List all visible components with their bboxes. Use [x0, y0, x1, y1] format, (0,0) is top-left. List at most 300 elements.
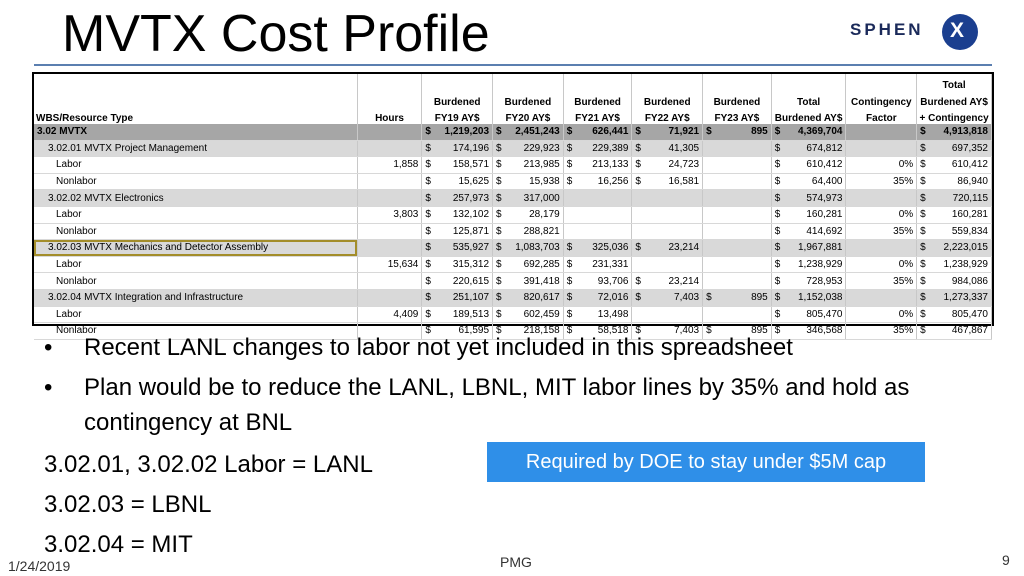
- fy21-cell: [563, 273, 632, 290]
- bullet-item: [44, 370, 964, 440]
- amount-value: 72,016: [597, 292, 629, 304]
- currency-symbol: $: [425, 259, 431, 271]
- contingency-cell: 35%: [846, 223, 917, 240]
- assignment-line: 3.02.04 = MIT: [44, 531, 193, 558]
- amount-value: 1,083,703: [515, 242, 560, 254]
- hours-cell: 3,803: [357, 206, 422, 223]
- total-cell: [771, 140, 846, 157]
- contingency-cell: 35%: [846, 273, 917, 290]
- fy19-cell: [422, 289, 493, 306]
- currency-symbol: $: [920, 126, 926, 138]
- currency-symbol: $: [635, 176, 641, 188]
- currency-symbol: $: [774, 159, 781, 171]
- currency-symbol: $: [425, 176, 431, 188]
- amount-value: 805,470: [951, 308, 988, 320]
- hours-cell: [357, 140, 422, 157]
- row-label: Labor: [34, 157, 357, 174]
- fy19-cell: [422, 124, 493, 140]
- currency-symbol: $: [425, 142, 431, 154]
- currency-symbol: $: [425, 275, 431, 287]
- amount-value: 2,451,243: [515, 126, 560, 138]
- fy21-cell: [563, 140, 632, 157]
- total-contingency-cell: [917, 157, 992, 174]
- fy23-cell: [703, 240, 772, 257]
- amount-value: 692,285: [523, 259, 560, 271]
- total-contingency-cell: [917, 223, 992, 240]
- fy21-cell: [563, 256, 632, 273]
- amount-value: 317,000: [523, 192, 560, 204]
- contingency-cell: 0%: [846, 256, 917, 273]
- fy19-cell: [422, 256, 493, 273]
- currency-symbol: $: [425, 209, 431, 221]
- currency-symbol: $: [774, 308, 781, 320]
- row-label: Nonlabor: [34, 273, 357, 290]
- total-cell: [771, 256, 846, 273]
- total-contingency-cell: [917, 306, 992, 323]
- bullet-dot: •: [44, 374, 53, 401]
- amount-value: 189,513: [452, 308, 490, 320]
- total-cell: [771, 240, 846, 257]
- amount-value: 984,086: [951, 275, 988, 287]
- currency-symbol: $: [566, 126, 573, 138]
- fy22-cell: [632, 157, 703, 174]
- fy20-cell: [493, 289, 564, 306]
- currency-symbol: $: [566, 308, 573, 320]
- amount-value: 610,412: [806, 159, 843, 171]
- amount-value: 229,389: [592, 142, 629, 154]
- table-row: [34, 140, 992, 157]
- amount-value: 132,102: [452, 209, 490, 221]
- total-cell: [771, 124, 846, 140]
- currency-symbol: $: [920, 142, 926, 154]
- currency-symbol: $: [566, 325, 573, 337]
- fy20-cell: [493, 223, 564, 240]
- total-contingency-cell: [917, 140, 992, 157]
- currency-symbol: $: [774, 292, 781, 304]
- contingency-cell: 0%: [846, 306, 917, 323]
- assignment-line: 3.02.01, 3.02.02 Labor = LANL: [44, 451, 373, 478]
- currency-symbol: $: [920, 308, 926, 320]
- amount-value: 414,692: [806, 225, 843, 237]
- table-row: [34, 273, 992, 290]
- amount-value: 229,923: [523, 142, 560, 154]
- amount-value: 728,953: [806, 275, 843, 287]
- amount-value: 574,973: [806, 192, 843, 204]
- cost-table: [34, 74, 992, 340]
- page-number: 9: [1002, 552, 1010, 568]
- total-cell: [771, 206, 846, 223]
- header-total-cont-1: Total: [917, 74, 992, 91]
- amount-value: 674,812: [806, 142, 843, 154]
- contingency-cell: 0%: [846, 206, 917, 223]
- amount-value: 720,115: [952, 192, 988, 204]
- header-total-1: Total: [771, 91, 846, 108]
- title-underline: [34, 64, 992, 66]
- currency-symbol: $: [920, 225, 926, 237]
- table-row: [34, 289, 992, 306]
- fy23-cell: [703, 306, 772, 323]
- fy19-cell: [422, 306, 493, 323]
- currency-symbol: $: [425, 325, 431, 337]
- currency-symbol: $: [566, 142, 573, 154]
- fy23-cell: [703, 157, 772, 174]
- currency-symbol: $: [425, 192, 431, 204]
- hours-cell: 1,858: [357, 157, 422, 174]
- fy23-cell: [703, 206, 772, 223]
- currency-symbol: $: [566, 242, 573, 254]
- header-wbs: WBS/Resource Type: [34, 108, 357, 124]
- contingency-cell: [846, 190, 917, 207]
- amount-value: 7,403: [674, 325, 700, 337]
- fy22-cell: [632, 223, 703, 240]
- assignment-line: 3.02.03 = LBNL: [44, 491, 212, 518]
- header-fy20-1: Burdened: [493, 91, 564, 108]
- currency-symbol: $: [635, 142, 641, 154]
- amount-value: 1,219,203: [444, 126, 490, 138]
- fy19-cell: [422, 206, 493, 223]
- currency-symbol: $: [496, 176, 502, 188]
- amount-value: 626,441: [592, 126, 629, 138]
- amount-value: 231,331: [592, 259, 629, 271]
- amount-value: 41,305: [668, 142, 700, 154]
- fy20-cell: [493, 157, 564, 174]
- amount-value: 391,418: [523, 275, 560, 287]
- currency-symbol: $: [920, 325, 926, 337]
- hours-cell: [357, 240, 422, 257]
- currency-symbol: $: [496, 242, 502, 254]
- fy23-cell: [703, 124, 772, 140]
- fy19-cell: [422, 157, 493, 174]
- contingency-cell: 35%: [846, 173, 917, 190]
- currency-symbol: $: [635, 275, 641, 287]
- row-label: 3.02 MVTX: [34, 124, 357, 140]
- total-cell: [771, 289, 846, 306]
- currency-symbol: $: [496, 209, 502, 221]
- header-total-cont-3: + Contingency: [917, 108, 992, 124]
- total-cell: [771, 157, 846, 174]
- header-fy23-1: Burdened: [703, 91, 772, 108]
- total-contingency-cell: [917, 273, 992, 290]
- table-row: [34, 306, 992, 323]
- currency-symbol: $: [774, 209, 781, 221]
- fy23-cell: [703, 190, 772, 207]
- fy23-cell: [703, 223, 772, 240]
- table-row: [34, 157, 992, 174]
- table-row: [34, 124, 992, 140]
- hours-cell: [357, 273, 422, 290]
- currency-symbol: $: [920, 176, 926, 188]
- amount-value: 288,821: [523, 225, 560, 237]
- fy21-cell: [563, 173, 632, 190]
- fy20-cell: [493, 124, 564, 140]
- row-label: Nonlabor: [34, 223, 357, 240]
- amount-value: 86,940: [957, 176, 988, 188]
- fy19-cell: [422, 173, 493, 190]
- table-row: [34, 256, 992, 273]
- amount-value: 697,352: [951, 142, 988, 154]
- currency-symbol: $: [635, 292, 641, 304]
- fy21-cell: [563, 157, 632, 174]
- fy22-cell: [632, 289, 703, 306]
- fy21-cell: [563, 206, 632, 223]
- currency-symbol: $: [566, 259, 573, 271]
- total-contingency-cell: [917, 240, 992, 257]
- currency-symbol: $: [425, 126, 431, 138]
- currency-symbol: $: [774, 325, 781, 337]
- amount-value: 1,238,929: [943, 259, 988, 271]
- fy22-cell: [632, 140, 703, 157]
- header-fy19-2: FY19 AY$: [422, 108, 493, 124]
- amount-value: 315,312: [452, 259, 490, 271]
- currency-symbol: $: [920, 242, 926, 254]
- contingency-cell: [846, 240, 917, 257]
- hours-cell: [357, 223, 422, 240]
- header-fy23-2: FY23 AY$: [703, 108, 772, 124]
- amount-value: 895: [751, 292, 768, 304]
- currency-symbol: $: [566, 176, 573, 188]
- currency-symbol: $: [920, 159, 926, 171]
- currency-symbol: $: [774, 225, 781, 237]
- table-row: [34, 240, 992, 257]
- amount-value: 257,973: [452, 192, 490, 204]
- cost-table-frame: [32, 72, 994, 337]
- amount-value: 23,214: [668, 242, 700, 254]
- fy23-cell: [703, 273, 772, 290]
- amount-value: 1,967,881: [797, 242, 843, 254]
- amount-value: 16,256: [597, 176, 629, 188]
- hours-cell: [357, 190, 422, 207]
- amount-value: 93,706: [597, 275, 629, 287]
- row-label: Nonlabor: [34, 173, 357, 190]
- header-contingency-1: Contingency: [846, 91, 917, 108]
- currency-symbol: $: [496, 275, 502, 287]
- amount-value: 346,568: [806, 325, 843, 337]
- header-fy21-2: FY21 AY$: [563, 108, 632, 124]
- amount-value: 16,581: [668, 176, 700, 188]
- currency-symbol: $: [774, 176, 781, 188]
- currency-symbol: $: [496, 159, 502, 171]
- footer-date: 1/24/2019: [8, 558, 71, 574]
- amount-value: 24,723: [668, 159, 700, 171]
- currency-symbol: $: [425, 225, 431, 237]
- fy19-cell: [422, 223, 493, 240]
- total-contingency-cell: [917, 206, 992, 223]
- amount-value: 160,281: [806, 209, 843, 221]
- amount-value: 610,412: [951, 159, 988, 171]
- fy23-cell: [703, 289, 772, 306]
- amount-value: 1,238,929: [797, 259, 843, 271]
- row-label: Labor: [34, 206, 357, 223]
- hours-cell: [357, 173, 422, 190]
- currency-symbol: $: [774, 126, 781, 138]
- fy22-cell: [632, 273, 703, 290]
- amount-value: 820,617: [523, 292, 560, 304]
- currency-symbol: $: [425, 159, 431, 171]
- logo-x: X: [950, 19, 965, 42]
- fy20-cell: [493, 256, 564, 273]
- table-row: [34, 190, 992, 207]
- amount-value: 64,400: [811, 176, 843, 188]
- currency-symbol: $: [566, 159, 573, 171]
- contingency-cell: [846, 124, 917, 140]
- fy22-cell: [632, 190, 703, 207]
- amount-value: 15,625: [458, 176, 490, 188]
- fy20-cell: [493, 140, 564, 157]
- table-row: [34, 206, 992, 223]
- currency-symbol: $: [496, 192, 502, 204]
- fy21-cell: [563, 240, 632, 257]
- header-total-2: Burdened AY$: [771, 108, 846, 124]
- total-contingency-cell: [917, 124, 992, 140]
- currency-symbol: $: [566, 275, 573, 287]
- fy23-cell: [703, 173, 772, 190]
- contingency-cell: [846, 140, 917, 157]
- cost-table-body: [34, 124, 992, 339]
- total-contingency-cell: [917, 256, 992, 273]
- header-fy22-2: FY22 AY$: [632, 108, 703, 124]
- amount-value: 28,179: [529, 209, 560, 221]
- fy20-cell: [493, 273, 564, 290]
- amount-value: 895: [751, 126, 768, 138]
- contingency-cell: [846, 289, 917, 306]
- amount-value: 213,133: [592, 159, 629, 171]
- total-cell: [771, 223, 846, 240]
- amount-value: 220,615: [452, 275, 490, 287]
- currency-symbol: $: [635, 126, 641, 138]
- fy20-cell: [493, 306, 564, 323]
- bullet-list: [44, 330, 964, 440]
- amount-value: 160,281: [951, 209, 988, 221]
- currency-symbol: $: [774, 142, 781, 154]
- row-label: Labor: [34, 306, 357, 323]
- amount-value: 71,921: [668, 126, 700, 138]
- fy22-cell: [632, 256, 703, 273]
- amount-value: 15,938: [529, 176, 560, 188]
- contingency-cell: 35%: [846, 323, 917, 340]
- currency-symbol: $: [635, 325, 641, 337]
- row-label: Nonlabor: [34, 323, 357, 340]
- currency-symbol: $: [774, 242, 781, 254]
- table-row: [34, 223, 992, 240]
- currency-symbol: $: [635, 159, 641, 171]
- header-contingency-2: Factor: [846, 108, 917, 124]
- fy22-cell: [632, 206, 703, 223]
- row-label: 3.02.03 MVTX Mechanics and Detector Assembly: [34, 240, 357, 257]
- fy22-cell: [632, 240, 703, 257]
- fy23-cell: [703, 140, 772, 157]
- header-total-cont-2: Burdened AY$: [917, 91, 992, 108]
- amount-value: 535,927: [452, 242, 490, 254]
- doe-cap-callout: Required by DOE to stay under $5M cap: [487, 442, 925, 482]
- currency-symbol: $: [425, 308, 431, 320]
- currency-symbol: $: [920, 192, 926, 204]
- currency-symbol: $: [706, 126, 712, 138]
- amount-value: 895: [751, 325, 768, 337]
- fy20-cell: [493, 190, 564, 207]
- fy22-cell: [632, 173, 703, 190]
- header-fy21-1: Burdened: [563, 91, 632, 108]
- currency-symbol: $: [425, 242, 431, 254]
- amount-value: 559,834: [951, 225, 988, 237]
- row-label: Labor: [34, 256, 357, 273]
- amount-value: 174,196: [452, 142, 490, 154]
- currency-symbol: $: [496, 126, 502, 138]
- currency-symbol: $: [496, 142, 502, 154]
- amount-value: 1,273,337: [943, 292, 988, 304]
- currency-symbol: $: [920, 275, 926, 287]
- fy19-cell: [422, 140, 493, 157]
- amount-value: 4,369,704: [797, 126, 843, 138]
- amount-value: 325,036: [592, 242, 629, 254]
- bullet-text: Plan would be to reduce the LANL, LBNL, MIT labor lines by 35% and hold as contingency at BNL: [84, 374, 910, 436]
- currency-symbol: $: [496, 225, 502, 237]
- fy21-cell: [563, 223, 632, 240]
- amount-value: 7,403: [674, 292, 700, 304]
- currency-symbol: $: [496, 308, 502, 320]
- contingency-cell: 0%: [846, 157, 917, 174]
- hours-cell: [357, 124, 422, 140]
- fy19-cell: [422, 240, 493, 257]
- fy22-cell: [632, 306, 703, 323]
- page-title: MVTX Cost Profile: [62, 5, 490, 63]
- header-fy19-1: Burdened: [422, 91, 493, 108]
- row-label: 3.02.02 MVTX Electronics: [34, 190, 357, 207]
- fy20-cell: [493, 240, 564, 257]
- currency-symbol: $: [496, 259, 502, 271]
- currency-symbol: $: [920, 259, 926, 271]
- bullet-text: Recent LANL changes to labor not yet included in this spreadsheet: [84, 334, 793, 361]
- fy19-cell: [422, 190, 493, 207]
- amount-value: 158,571: [452, 159, 490, 171]
- amount-value: 213,985: [523, 159, 560, 171]
- currency-symbol: $: [496, 292, 502, 304]
- currency-symbol: $: [920, 209, 926, 221]
- total-cell: [771, 306, 846, 323]
- currency-symbol: $: [635, 242, 641, 254]
- sphenix-logo: [850, 14, 1000, 50]
- currency-symbol: $: [774, 192, 781, 204]
- hours-cell: [357, 289, 422, 306]
- amount-value: 467,867: [951, 325, 988, 337]
- row-label: 3.02.01 MVTX Project Management: [34, 140, 357, 157]
- currency-symbol: $: [774, 275, 781, 287]
- hours-cell: 4,409: [357, 306, 422, 323]
- amount-value: 23,214: [668, 275, 700, 287]
- table-row: [34, 173, 992, 190]
- amount-value: 602,459: [523, 308, 560, 320]
- bullet-item: [44, 330, 964, 365]
- logo-text: SPHEN: [850, 20, 924, 39]
- currency-symbol: $: [706, 325, 712, 337]
- fy21-cell: [563, 124, 632, 140]
- total-contingency-cell: [917, 190, 992, 207]
- amount-value: 125,871: [452, 225, 490, 237]
- total-contingency-cell: [917, 173, 992, 190]
- bullet-dot: •: [44, 334, 53, 361]
- amount-value: 58,518: [597, 325, 629, 337]
- header-fy22-1: Burdened: [632, 91, 703, 108]
- fy22-cell: [632, 124, 703, 140]
- currency-symbol: $: [496, 325, 502, 337]
- amount-value: 2,223,015: [943, 242, 988, 254]
- footer-center: PMG: [500, 554, 532, 570]
- header-hours: Hours: [357, 108, 422, 124]
- fy19-cell: [422, 273, 493, 290]
- fy20-cell: [493, 173, 564, 190]
- total-cell: [771, 273, 846, 290]
- header-fy20-2: FY20 AY$: [493, 108, 564, 124]
- fy23-cell: [703, 256, 772, 273]
